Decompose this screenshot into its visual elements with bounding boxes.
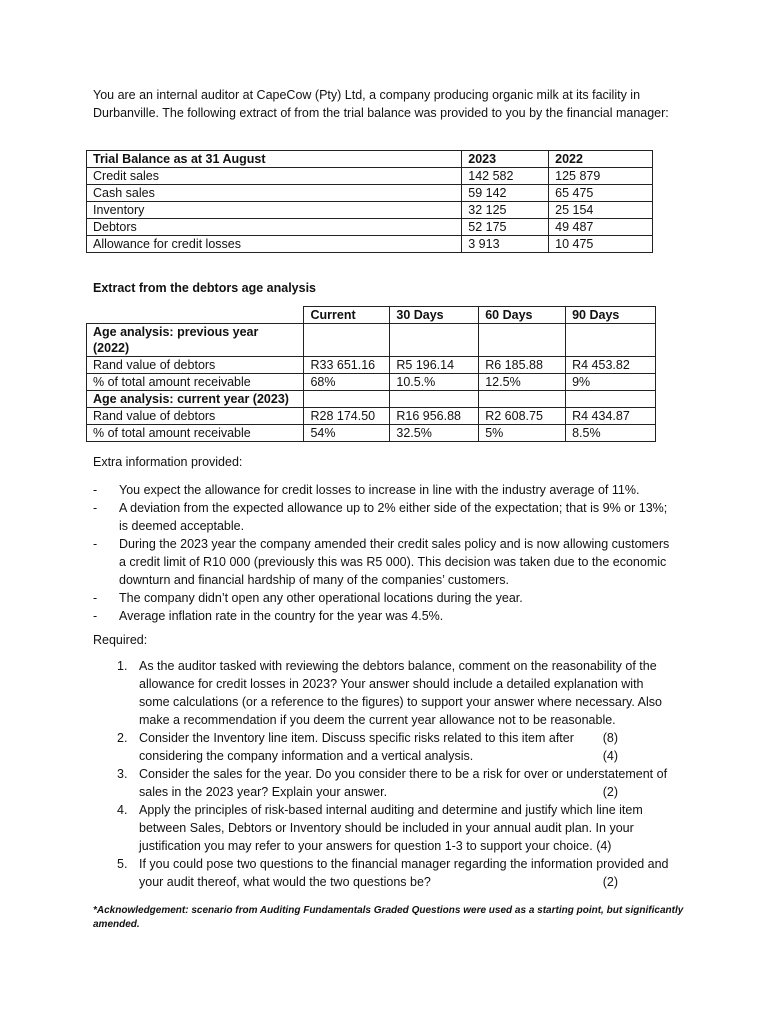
table-cell: Cash sales (87, 185, 462, 202)
question-marks: (8) (602, 731, 618, 745)
table-cell: 65 475 (549, 185, 653, 202)
question-text: As the auditor tasked with reviewing the debtors balance, comment on the reasonability of the allowance for credit losses in 2023? Your answer should include a detailed explanation with some calculations (or a reference to the figures) to support your answer where necessary. Also make a recommendation if you deem the current year allowance not to be reasonable. (139, 659, 662, 727)
age-analysis-table (86, 306, 656, 442)
table-cell: 125 879 (549, 168, 653, 185)
table-cell: 142 582 (462, 168, 549, 185)
table-cell: Rand value of debtors (87, 408, 304, 425)
table-header-cell: 30 Days (390, 307, 479, 324)
table-cell: 10.5.% (390, 374, 479, 391)
table-cell: 5% (479, 425, 566, 442)
question-number: 3. (117, 767, 128, 781)
question-text: Consider the Inventory line item. Discuss specific risks related to this item after considering the company information and a vertical analysis. (139, 731, 574, 763)
table-cell: 10 475 (549, 236, 653, 253)
table-row (87, 219, 653, 236)
question-item (117, 765, 672, 801)
table-section-row (87, 391, 656, 408)
table-cell: Allowance for credit losses (87, 236, 462, 253)
question-item (117, 657, 672, 745)
table-cell (390, 391, 479, 408)
question-marks: (4) (596, 839, 612, 853)
table-cell (479, 324, 566, 357)
table-header-cell: Trial Balance as at 31 August (87, 151, 462, 168)
table-cell (566, 391, 656, 408)
table-row (87, 202, 653, 219)
table-header-cell: 2022 (549, 151, 653, 168)
table-cell: 49 487 (549, 219, 653, 236)
table-cell: R28 174.50 (304, 408, 390, 425)
table-cell: 54% (304, 425, 390, 442)
questions-list (117, 657, 672, 891)
table-row (87, 168, 653, 185)
list-item: - You expect the allowance for credit losses to increase in line with the industry average of 11%. (93, 481, 673, 499)
table-cell: R4 434.87 (566, 408, 656, 425)
question-number: 2. (117, 731, 128, 745)
table-cell: R6 185.88 (479, 357, 566, 374)
table-section-label: Age analysis: current year (2023) (87, 391, 304, 408)
list-item: - The company didn’t open any other operational locations during the year. (93, 589, 673, 607)
table-header-cell: 60 Days (479, 307, 566, 324)
question-text: Apply the principles of risk-based internal auditing and determine and justify which line item between Sales, Debtors or Inventory should be included in your annual audit plan. In your justification you may refer to your answers for question 1-3 to support your choice. (139, 803, 643, 853)
trial-balance-table (86, 150, 653, 253)
table-cell: R2 608.75 (479, 408, 566, 425)
age-analysis-heading: Extract from the debtors age analysis (93, 281, 316, 295)
intro-paragraph: You are an internal auditor at CapeCow (Pty) Ltd, a company producing organic milk at its facility in Durbanville. The following extract of from the trial balance was provided to you by the financial manager: (93, 88, 669, 120)
table-cell: 32.5% (390, 425, 479, 442)
question-item (117, 801, 672, 855)
table-cell: 8.5% (566, 425, 656, 442)
question-number: 5. (117, 857, 128, 871)
table-header-cell (87, 307, 304, 324)
table-cell: 32 125 (462, 202, 549, 219)
table-header-cell: 2023 (462, 151, 549, 168)
table-header-row (87, 307, 656, 324)
table-cell: % of total amount receivable (87, 425, 304, 442)
extra-info-list (93, 481, 673, 625)
list-item: - Average inflation rate in the country for the year was 4.5%. (93, 607, 673, 625)
table-cell: 52 175 (462, 219, 549, 236)
list-item: - During the 2023 year the company amended their credit sales policy and is now allowing customers a credit limit of R10 000 (previously this was R5 000). This decision was taken due to the economic downturn and financial hardship of many of the companies’ customers. (93, 535, 673, 589)
table-cell (304, 391, 390, 408)
table-row (87, 425, 656, 442)
question-number: 1. (117, 659, 128, 673)
table-row (87, 357, 656, 374)
table-cell: Rand value of debtors (87, 357, 304, 374)
table-cell: 3 913 (462, 236, 549, 253)
list-item: - A deviation from the expected allowance up to 2% either side of the expectation; that is 9% or 13%; is deemed acceptable. (93, 499, 673, 535)
table-row (87, 185, 653, 202)
question-item (117, 729, 672, 765)
table-cell: R5 196.14 (390, 357, 479, 374)
question-marks: (2) (602, 875, 618, 889)
table-header-cell: 90 Days (566, 307, 656, 324)
question-text: If you could pose two questions to the financial manager regarding the information provided and your audit thereof, what would the two questions be? (139, 857, 669, 889)
question-number: 4. (117, 803, 128, 817)
question-marks: (2) (602, 785, 618, 799)
table-cell (566, 324, 656, 357)
table-cell: Credit sales (87, 168, 462, 185)
table-cell: 68% (304, 374, 390, 391)
table-header-cell: Current (304, 307, 390, 324)
table-cell (304, 324, 390, 357)
extra-info-heading: Extra information provided: (93, 455, 243, 469)
question-item (117, 855, 672, 891)
table-cell: 9% (566, 374, 656, 391)
table-cell (479, 391, 566, 408)
table-row (87, 374, 656, 391)
table-cell: R16 956.88 (390, 408, 479, 425)
acknowledgement-footnote: *Acknowledgement: scenario from Auditing Fundamentals Graded Questions were used as a starting point, but significantly amended. (93, 905, 684, 930)
question-marks: (4) (602, 749, 618, 763)
table-header-row (87, 151, 653, 168)
question-text: Consider the sales for the year. Do you consider there to be a risk for over or understatement of sales in the 2023 year? Explain your answer. (139, 767, 668, 799)
table-cell: Debtors (87, 219, 462, 236)
table-section-row (87, 324, 656, 357)
table-cell (390, 324, 479, 357)
table-row (87, 236, 653, 253)
table-section-label: Age analysis: previous year (2022) (87, 324, 304, 357)
table-row (87, 408, 656, 425)
table-cell: Inventory (87, 202, 462, 219)
table-cell: 25 154 (549, 202, 653, 219)
table-cell: R33 651.16 (304, 357, 390, 374)
required-heading: Required: (93, 633, 148, 647)
table-cell: % of total amount receivable (87, 374, 304, 391)
table-cell: 12.5% (479, 374, 566, 391)
table-cell: 59 142 (462, 185, 549, 202)
table-cell: R4 453.82 (566, 357, 656, 374)
